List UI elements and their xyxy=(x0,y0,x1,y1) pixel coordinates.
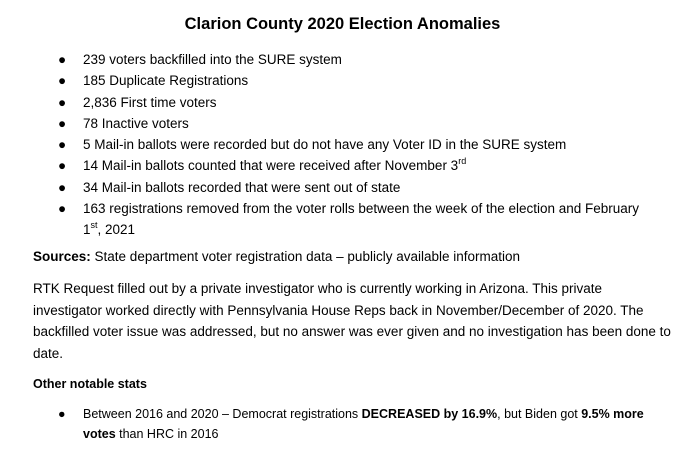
stat-text: than HRC in 2016 xyxy=(115,427,219,441)
ordinal-suffix: rd xyxy=(458,156,467,167)
anomaly-text: 14 Mail-in ballots counted that were received after November 3 xyxy=(83,158,459,174)
bullet-icon: ● xyxy=(58,94,67,110)
stat-bold-votes: 9.5% more votes xyxy=(83,407,644,441)
bullet-icon: ● xyxy=(58,158,67,174)
list-item xyxy=(0,177,685,198)
list-item xyxy=(0,404,685,444)
anomaly-text: 78 Inactive voters xyxy=(83,115,189,131)
sources-line xyxy=(33,247,663,267)
stat-text: , but Biden got xyxy=(497,407,582,421)
other-stats-heading: Other notable stats xyxy=(33,377,147,391)
ordinal-suffix: st xyxy=(90,220,98,231)
list-item xyxy=(0,155,685,176)
anomaly-text: 239 voters backfilled into the SURE system xyxy=(83,52,342,67)
sources-label: Sources: xyxy=(33,249,91,264)
document-title: Clarion County 2020 Election Anomalies xyxy=(184,15,501,33)
rtk-paragraph: RTK Request filled out by a private investigator who is currently working in Arizona. This private investigator worked directly with Pennsylvania House Reps back in November/December of 2020. The backfilled voter issue was addressed, but no answer was ever given and no investigation has been done to date. xyxy=(33,281,671,361)
list-item xyxy=(0,49,685,70)
stat-bold-decrease: DECREASED by 16.9% xyxy=(361,407,498,421)
other-stats-list xyxy=(0,404,685,444)
list-item xyxy=(0,70,685,91)
bullet-icon: ● xyxy=(58,407,66,421)
bullet-icon: ● xyxy=(58,137,67,153)
anomaly-text: 163 registrations removed from the voter rolls between the week of the election and February 1 xyxy=(83,201,640,238)
bullet-icon: ● xyxy=(58,201,67,217)
list-item xyxy=(0,134,685,155)
anomaly-text: 185 Duplicate Registrations xyxy=(83,73,249,89)
list-item xyxy=(0,198,685,241)
bullet-icon: ● xyxy=(58,52,67,67)
anomaly-text-tail: , 2021 xyxy=(97,222,136,238)
anomaly-text: 34 Mail-in ballots recorded that were sent out of state xyxy=(83,179,401,195)
bullet-icon: ● xyxy=(58,179,67,195)
anomalies-list xyxy=(0,49,685,241)
list-item xyxy=(0,113,685,134)
sources-text: State department voter registration data – publicly available information xyxy=(90,249,521,264)
bullet-icon: ● xyxy=(58,73,67,89)
anomaly-text: 2,836 First time voters xyxy=(83,94,217,110)
stat-text: Between 2016 and 2020 – Democrat registrations xyxy=(83,407,362,421)
bullet-icon: ● xyxy=(58,115,67,131)
anomaly-text: 5 Mail-in ballots were recorded but do not have any Voter ID in the SURE system xyxy=(83,137,567,153)
list-item xyxy=(0,92,685,113)
